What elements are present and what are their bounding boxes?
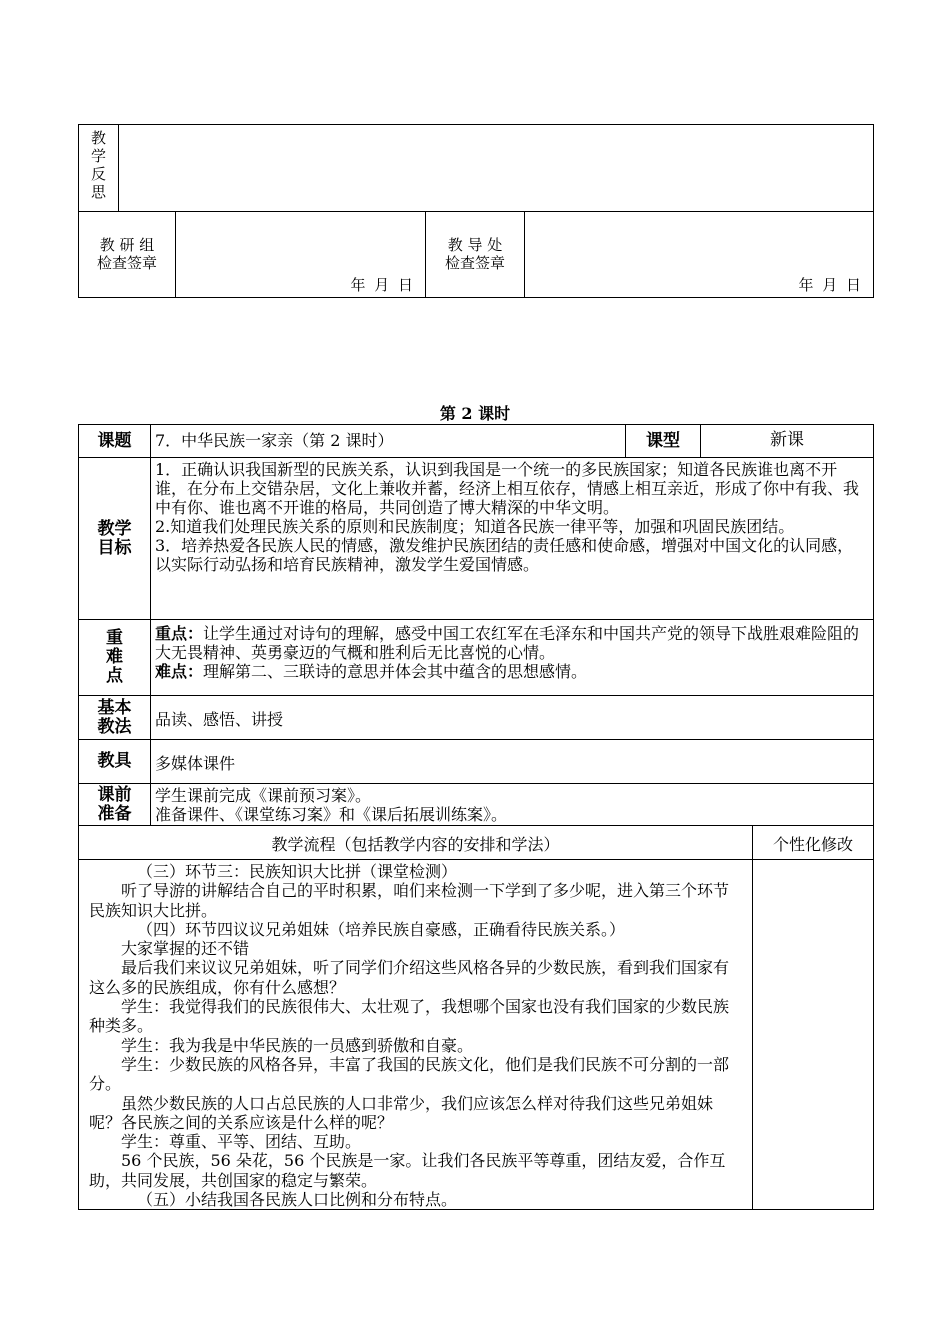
research-group-signature[interactable]	[176, 212, 426, 298]
title-value: 7．中华民族一家亲（第 2 课时）	[151, 425, 626, 458]
reflection-label-char: 学	[91, 147, 107, 165]
keypoints-label-char: 难	[106, 647, 123, 667]
key-point-text: 让学生通过对诗句的理解，感受中国工农红军在毛泽东和中国共产党的领导下战胜艰难险阻的大无畏精神、英勇豪迈的气概和胜利后无比喜悦的心情。	[155, 624, 860, 662]
flow-paragraph: （三）环节三：民族知识大比拼（课堂检测）	[137, 862, 458, 881]
tools-label: 教具	[79, 740, 151, 784]
type-value: 新课	[701, 425, 874, 458]
goals-content	[151, 458, 874, 620]
lesson-plan-table	[78, 424, 874, 1210]
reflection-content[interactable]	[119, 125, 874, 212]
method-label-line1: 基本	[97, 697, 132, 718]
reflection-label	[79, 125, 119, 212]
method-label	[79, 696, 151, 740]
flow-paragraph: 学生：少数民族的风格各异，丰富了我国的民族文化，他们是我们民族不可分割的一部分。	[89, 1054, 730, 1094]
prep-line: 学生课前完成《课前预习案》。	[155, 786, 372, 805]
academic-office-line1: 教 导 处	[447, 236, 503, 254]
method-label-line2: 教法	[97, 716, 132, 737]
title-label: 课题	[79, 425, 151, 458]
reflection-signature-table	[78, 124, 874, 298]
flow-paragraph: 最后我们来议议兄弟姐妹，听了同学们介绍这些风格各异的少数民族，看到我们国家有这么多的民族组成，你有什么感想？	[89, 958, 730, 997]
prep-content	[151, 784, 874, 826]
prep-label-line2: 准备	[97, 803, 132, 824]
difficulty-text: 理解第二、三联诗的意思并体会其中蕴含的思想感情。	[203, 662, 588, 681]
goal-item: 1．正确认识我国新型的民族关系，认识到我国是一个统一的多民族国家；知道各民族谁也离不开谁，在分布上交错杂居，文化上兼收并蓄，经济上相互依存，情感上相互亲近，形成了你中有我、我中有你、谁也离不开谁的格局，共同创造了博大精深的中华文明。	[155, 460, 860, 517]
keypoints-label	[79, 620, 151, 696]
research-group-line1: 教 研 组	[99, 236, 155, 254]
keypoints-content	[151, 620, 874, 696]
date-text: 年 月 日	[350, 276, 415, 294]
type-label: 课型	[626, 425, 701, 458]
flow-paragraph: 大家掌握的还不错	[121, 939, 250, 959]
method-value: 品读、感悟、讲授	[151, 696, 874, 740]
flow-content	[79, 860, 753, 1210]
keypoints-label-char: 点	[106, 666, 123, 686]
flow-paragraph: （五）小结我国各民族人口比例和分布特点。	[137, 1190, 458, 1210]
flow-header: 教学流程（包括教学内容的安排和学法）	[79, 826, 753, 860]
flow-paragraph: 学生：尊重、平等、团结、互助。	[121, 1132, 362, 1152]
flow-paragraph: 学生：我觉得我们的民族很伟大、太壮观了，我想哪个国家也没有我们国家的少数民族种类多。	[89, 997, 730, 1036]
reflection-label-char: 思	[91, 183, 107, 201]
difficulty-label: 难点：	[155, 662, 204, 681]
key-point-label: 重点：	[155, 624, 204, 643]
section-heading: 第 2 课时	[439, 404, 511, 423]
modify-header: 个性化修改	[753, 826, 874, 860]
academic-office-label	[426, 212, 525, 298]
flow-paragraph: 学生：我为我是中华民族的一员感到骄傲和自豪。	[121, 1035, 474, 1055]
reflection-label-char: 反	[91, 165, 107, 183]
prep-label-line1: 课前	[97, 784, 132, 805]
goal-item: 3．培养热爱各民族人民的情感，激发维护民族团结的责任感和使命感，增强对中国文化的认同感，以实际行动弘扬和培育民族精神，激发学生爱国情感。	[155, 536, 854, 574]
academic-office-line2: 检查签章	[444, 254, 505, 272]
flow-paragraph: 56 个民族，56 朵花，56 个民族是一家。让我们各民族平等尊重，团结友爱，合作互助，共同发展，共创国家的稳定与繁荣。	[89, 1151, 726, 1190]
modify-content[interactable]	[753, 860, 874, 1210]
tools-value: 多媒体课件	[151, 740, 874, 784]
goals-label-line1: 教学	[97, 518, 132, 539]
reflection-label-char: 教	[91, 129, 107, 147]
keypoints-label-char: 重	[106, 628, 123, 648]
flow-paragraph: （四）环节四议议兄弟姐妹（培养民族自豪感，正确看待民族关系。）	[137, 919, 626, 939]
date-text: 年 月 日	[798, 276, 863, 294]
prep-line: 准备课件、《课堂练习案》和《课后拓展训练案》。	[155, 805, 508, 824]
flow-paragraph: 虽然少数民族的人口占总民族的人口非常少，我们应该怎么样对待我们这些兄弟姐妹呢？各民族之间的关系应该是什么样的呢？	[89, 1093, 714, 1132]
goals-label	[79, 458, 151, 620]
flow-paragraph: 听了导游的讲解结合自己的平时积累，咱们来检测一下学到了多少呢，进入第三个环节民族知识大比拼。	[89, 881, 730, 920]
goals-label-line2: 目标	[97, 537, 132, 558]
research-group-line2: 检查签章	[96, 254, 157, 272]
research-group-label	[79, 212, 176, 298]
goal-item: 2.知道我们处理民族关系的原则和民族制度；知道各民族一律平等，加强和巩固民族团结。	[155, 517, 795, 536]
prep-label	[79, 784, 151, 826]
academic-office-signature[interactable]	[525, 212, 874, 298]
